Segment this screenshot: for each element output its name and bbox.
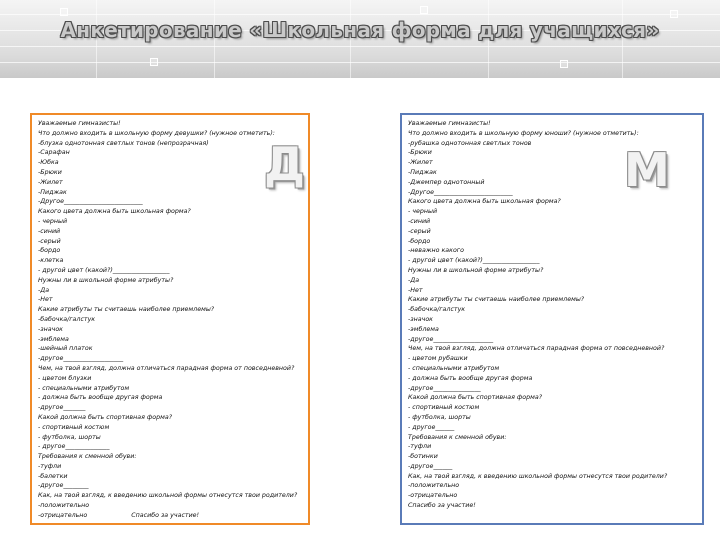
questionnaire-line: -клетка xyxy=(38,257,64,265)
questionnaire-line: -другое_______ xyxy=(38,404,86,412)
questionnaire-line: - черный xyxy=(408,208,438,216)
questionnaire-girls-card xyxy=(30,113,310,525)
questionnaire-line: -Другое_________________________ xyxy=(38,198,143,206)
questionnaire-line: -бабочка/галстук xyxy=(38,315,96,323)
questionnaire-line: - другое______ xyxy=(408,423,455,431)
page-title: Анкетирование «Школьная форма для учащихся» xyxy=(60,18,660,42)
questionnaire-line: - спортивный костюм xyxy=(38,423,110,431)
questionnaire-line: -Да xyxy=(38,286,50,294)
questionnaire-line: Как, на твой взгляд, к введению школьной формы отнесутся твои родители? xyxy=(408,472,668,480)
thanks-text: Спасибо за участие! xyxy=(131,511,200,519)
questionnaire-line: -бабочка/галстук xyxy=(408,306,466,314)
questionnaire-line: -блузка однотонная светлых тонов (непрозрачная) xyxy=(38,139,209,147)
questionnaire-line: Какого цвета должна быть школьная форма? xyxy=(38,208,191,216)
questionnaire-line: -Джемпер однотонный xyxy=(408,178,485,186)
questionnaire-line: -бордо xyxy=(38,247,61,255)
questionnaire-line: Чем, на твой взгляд, должна отличаться парадная форма от повседневной? xyxy=(38,364,295,372)
questionnaire-line: -рубашка однотонная светлых тонов xyxy=(408,139,532,147)
questionnaire-line: - другой цвет (какой?)__________________ xyxy=(408,257,540,265)
questionnaire-line: - должна быть вообще другая форма xyxy=(408,374,533,382)
questionnaire-line: Спасибо за участие! xyxy=(408,502,476,510)
questionnaire-line: -серый xyxy=(408,227,431,235)
questionnaire-line: Нужны ли в школьной форме атрибуты? xyxy=(408,266,544,274)
questionnaire-line: -Пиджак xyxy=(38,188,67,196)
girls-badge-letter: Д xyxy=(264,137,305,191)
questionnaire-line: -бордо xyxy=(408,237,431,245)
questionnaire-line: -эмблема xyxy=(408,325,439,333)
questionnaire-line: -положительно xyxy=(408,482,460,490)
questionnaire-line: -Нет xyxy=(38,296,53,304)
questionnaire-line: -значок xyxy=(38,325,63,333)
questionnaire-line: -Да xyxy=(408,276,420,284)
questionnaire-line: Что должно входить в школьную форму девушки? (нужное отметить): xyxy=(38,129,275,137)
questionnaire-line: -отрицательно xyxy=(408,492,458,500)
questionnaire-line: Чем, на твой взгляд, должна отличаться парадная форма от повседневной? xyxy=(408,345,665,353)
questionnaire-line: -ботинки xyxy=(408,453,438,461)
questionnaire-line: - черный xyxy=(38,217,68,225)
questionnaire-line: -отрицательно xyxy=(38,511,88,519)
questionnaire-line: Уважаемые гимназисты! xyxy=(38,120,121,127)
questionnaire-line: -Сарафан xyxy=(38,149,70,157)
questionnaire-line: -Брюки xyxy=(38,168,62,176)
questionnaire-line: -шейный платок xyxy=(38,345,93,353)
questionnaire-last-row xyxy=(38,511,304,521)
questionnaire-line: - другой цвет (какой?)__________________ xyxy=(38,266,170,274)
questionnaire-line: -Жилет xyxy=(408,159,433,167)
questionnaire-line: -другое______ xyxy=(408,462,453,470)
questionnaire-line: - специальными атрибутом xyxy=(408,364,500,372)
questionnaire-line: -Пиджак xyxy=(408,168,437,176)
questionnaire-line: Какой должна быть спортивная форма? xyxy=(408,394,543,402)
questionnaire-line: Какие атрибуты ты считаешь наиболее приемлемы? xyxy=(408,296,585,304)
questionnaire-line: Какой должна быть спортивная форма? xyxy=(38,413,173,421)
questionnaire-line: Требования к сменной обуви: xyxy=(408,433,507,441)
questionnaire-line: -Брюки xyxy=(408,149,432,157)
questionnaire-line: -другое_______________ xyxy=(408,384,481,392)
questionnaire-line: -неважно какого xyxy=(408,247,464,255)
questionnaire-line: -Другое_________________________ xyxy=(408,188,513,196)
questionnaire-line: -серый xyxy=(38,237,61,245)
boys-badge-letter: М xyxy=(624,143,670,197)
questionnaire-line: Какого цвета должна быть школьная форма? xyxy=(408,198,561,206)
questionnaire-line: -балетки xyxy=(38,472,68,480)
questionnaire-line: -туфли xyxy=(38,462,62,470)
questionnaire-line: -Нет xyxy=(408,286,423,294)
questionnaire-line: - другое______________ xyxy=(38,443,110,451)
questionnaire-line: Как, на твой взгляд, к введению школьной формы отнесутся твои родители? xyxy=(38,492,298,500)
questionnaire-line: - цветом блузки xyxy=(38,374,92,382)
questionnaire-line: - спортивный костюм xyxy=(408,404,480,412)
questionnaire-boys-card xyxy=(400,113,704,525)
questionnaire-line: Нужны ли в школьной форме атрибуты? xyxy=(38,276,174,284)
questionnaire-line: -другое___________________ xyxy=(38,355,124,363)
questionnaire-line: -другое________ xyxy=(38,482,89,490)
questionnaire-line: - цветом рубашки xyxy=(408,355,468,363)
questionnaire-line: Требования к сменной обуви: xyxy=(38,453,137,461)
questionnaire-line: Уважаемые гимназисты! xyxy=(408,120,491,127)
questionnaire-line: Какие атрибуты ты считаешь наиболее приемлемы? xyxy=(38,306,215,314)
questionnaire-line: -туфли xyxy=(408,443,432,451)
questionnaire-line: - должна быть вообще другая форма xyxy=(38,394,163,402)
questionnaire-line: Что должно входить в школьную форму юноши? (нужное отметить): xyxy=(408,129,639,137)
questionnaire-line: -положительно xyxy=(38,502,90,510)
questionnaire-line: -синий xyxy=(408,217,431,225)
questionnaire-line: -эмблема xyxy=(38,335,69,343)
questionnaire-line: -Юбка xyxy=(38,159,59,167)
questionnaire-line: -другое___________________ xyxy=(408,335,494,343)
questionnaire-line: - специальными атрибутом xyxy=(38,384,130,392)
questionnaire-line: -Жилет xyxy=(38,178,63,186)
questionnaire-line: -синий xyxy=(38,227,61,235)
questionnaire-line: -значок xyxy=(408,315,433,323)
questionnaire-line: - футболка, шорты xyxy=(408,413,471,421)
questionnaire-line: - футболка, шорты xyxy=(38,433,101,441)
